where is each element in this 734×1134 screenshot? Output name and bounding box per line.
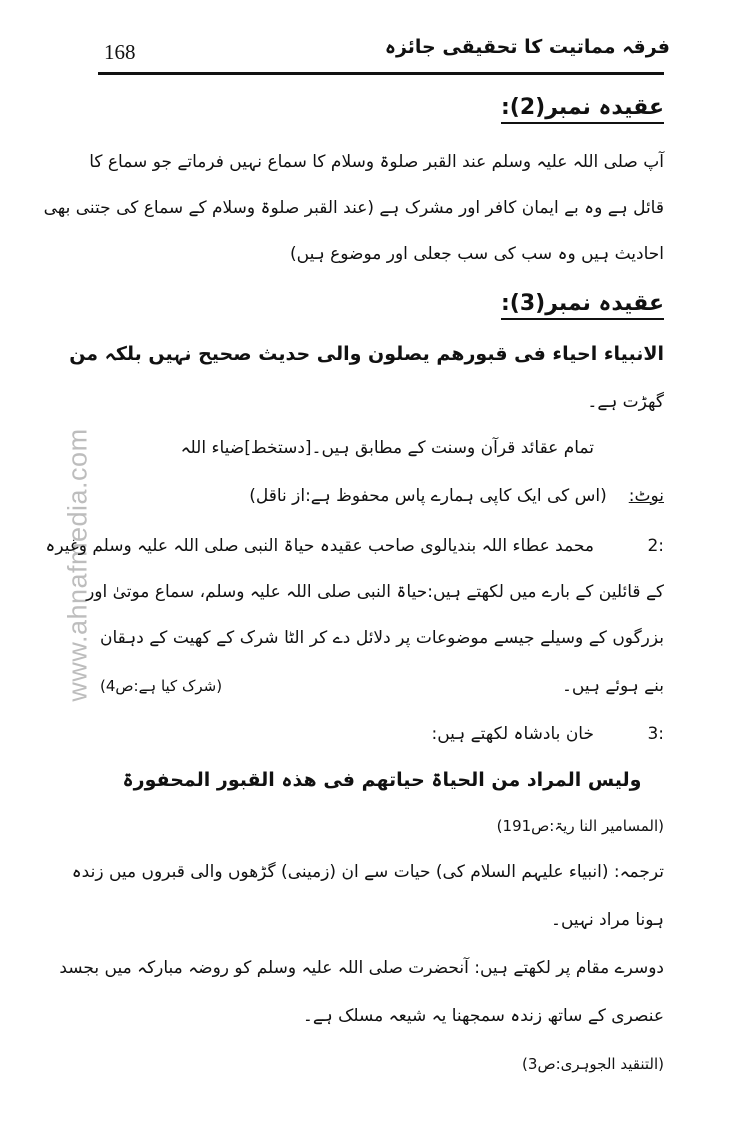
- aqeeda-2-line: قائل ہے وہ بے ایمان کافر اور مشرک ہے (عند القبر صلوۃ وسلام کے سماع کی جتنی بھی: [43, 198, 664, 218]
- aqeeda-2-line: احادیث ہیں وہ سب کی سب جعلی اور موضوع ہیں): [290, 244, 664, 264]
- page-number: 168: [104, 40, 136, 64]
- translation-line: ہونا مراد نہیں۔: [551, 910, 664, 930]
- item-2-last-row: [100, 674, 664, 698]
- item-2-line: بزرگوں کے وسیلے جیسے موضوعات پر دلائل دے کر الٹا شرک کے کھیت کے دہقان: [100, 628, 664, 648]
- item-2-first-line: [45, 534, 664, 558]
- aqeeda-2-line: آپ صلی اللہ علیہ وسلم عند القبر صلوۃ وسلام کا سماع نہیں فرماتے جو سماع کا: [89, 152, 664, 172]
- note-row: [249, 484, 664, 508]
- aqeeda-3-heading-row: [501, 292, 664, 317]
- note-label: نوٹ:: [628, 486, 664, 506]
- watermark-text: www.ahnafmedia.com: [62, 428, 93, 702]
- item-2-number: 2:: [647, 536, 664, 556]
- running-title: فرقہ مماتیت کا تحقیقی جائزہ: [384, 36, 670, 58]
- aqeeda-3-line: الانبیاء احیاء فی قبورھم یصلون والی حدیث صحیح نہیں بلکہ من: [69, 343, 664, 365]
- other-place-line: دوسرے مقام پر لکھتے ہیں: آنحضرت صلی اللہ علیہ وسلم کو روضہ مبارکہ میں بجسد: [59, 958, 664, 978]
- item-2-line: کے قائلین کے بارے میں لکھتے ہیں:حیاۃ النبی صلی اللہ علیہ وسلم، سماع موتیٰ اور: [86, 582, 664, 602]
- signature-line: تمام عقائد قرآن وسنت کے مطابق ہیں۔[دستخط]ضیاء اللہ: [180, 438, 594, 458]
- item-3-reference: (المسامیر النا ریۃ:ص191): [496, 817, 664, 835]
- item-2-last-line: بنے ہوئے ہیں۔: [561, 676, 664, 696]
- item-2-line: محمد عطاء اللہ بندیالوی صاحب عقیدہ حیاۃ النبی صلی اللہ علیہ وسلم وغیرہ: [45, 536, 594, 556]
- translation-line: ترجمہ: (انبیاء علیہم السلام کی) حیات سے ان (زمینی) گڑھوں والی قبروں میں زندہ: [71, 862, 664, 882]
- other-place-reference: (التنقید الجوہری:ص3): [522, 1055, 664, 1073]
- aqeeda-3-heading: عقیدہ نمبر(3):: [501, 291, 664, 320]
- item-2-reference: (شرک کیا ہے:ص4): [100, 677, 223, 695]
- item-3-row: [431, 722, 664, 746]
- item-3-number: 3:: [647, 724, 664, 744]
- note-text: (اس کی ایک کاپی ہمارے پاس محفوظ ہے:از ناقل): [249, 486, 607, 506]
- arabic-quote: ولیس المراد من الحیاۃ حیاتھم فی ھذہ القبور المحفورۃ: [122, 769, 642, 791]
- header-rule: [98, 72, 664, 75]
- aqeeda-3-line: گھڑت ہے۔: [587, 392, 664, 412]
- item-3-intro: خان بادشاہ لکھتے ہیں:: [431, 724, 594, 744]
- other-place-line: عنصری کے ساتھ زندہ سمجھنا یہ شیعہ مسلک ہے۔: [302, 1006, 664, 1026]
- aqeeda-2-heading-row: [501, 96, 664, 121]
- aqeeda-2-heading: عقیدہ نمبر(2):: [501, 95, 664, 124]
